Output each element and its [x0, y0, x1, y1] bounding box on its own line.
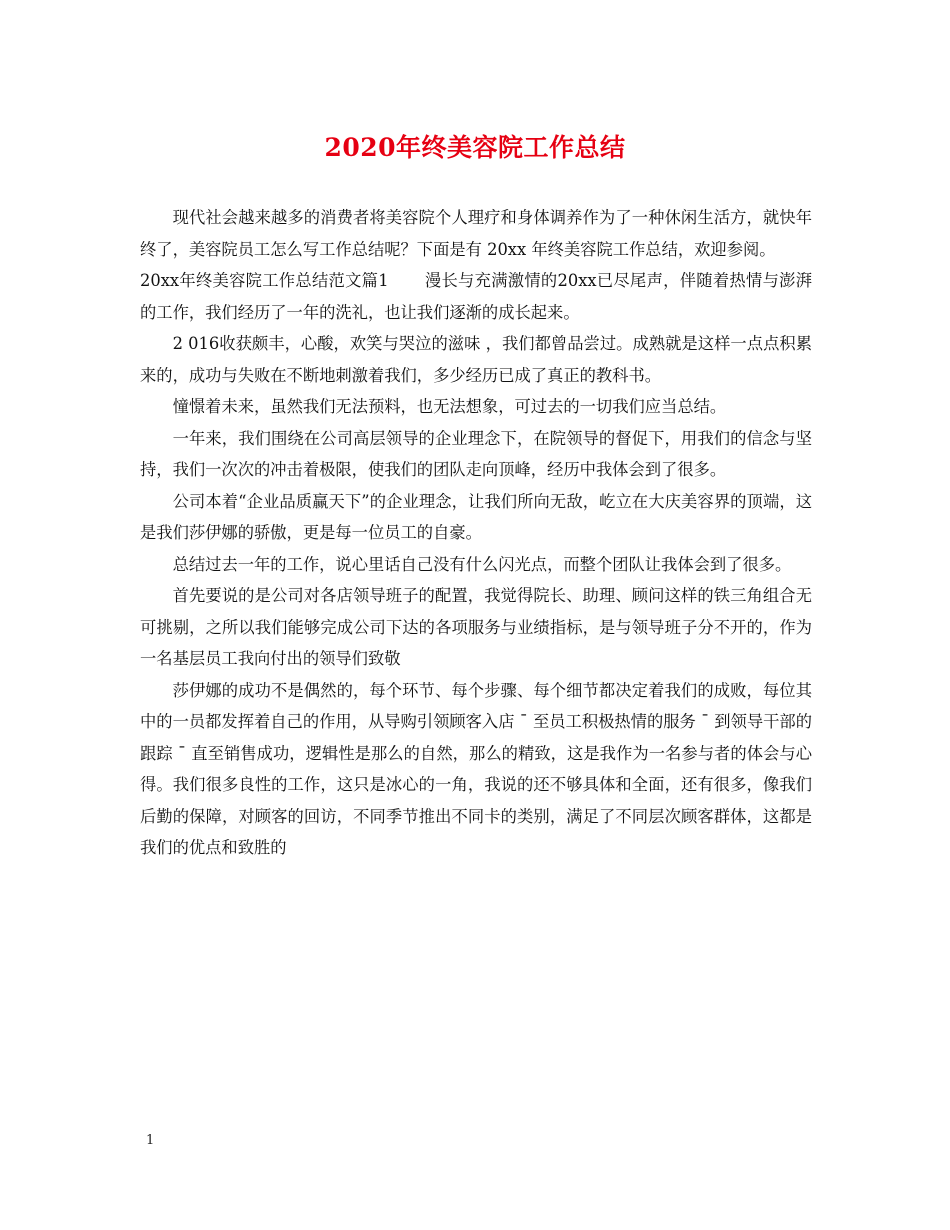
paragraph: 憧憬着未来，虽然我们无法预料，也无法想象，可过去的一切我们应当总结。 — [172, 397, 727, 416]
paragraph: 总结过去一年的工作，说心里话自己没有什么闪光点，而整个团队让我体会到了很多。 — [172, 554, 792, 574]
paragraph-text: 漫长与充满激情的20xx已尽尾声，伴随着热情与澎湃的工作，我们经历了一年的洗礼，也让我们逐渐的成长起来。 — [140, 271, 812, 322]
paragraph: 一年来，我们围绕在公司高层领导的企业理念下，在院领导的督促下，用我们的信念与坚持，我们一次次的冲击着极限，使我们的团队走向顶峰，经历中我体会到了很多。 — [140, 428, 812, 479]
paragraph: 莎伊娜的成功不是偶然的，每个环节、每个步骤、每个细节都决定着我们的成败，每位其中的一员都发挥着自己的作用，从导购引领顾客入店 ¯ 至员工积极热情的服务 ¯ 到领导干部的跟踪 ¯ 直至销售成功，逻辑性是那么的自然，那么的精致，这是我作为一名参与者的体会与心得。我们很多良性的工作，这只是冰心的一角，我说的还不够具体和全面，还有很多，像我们后勤的保障，对顾客的回访，不同季节推出不同卡的类别，满足了不同层次顾客群体，这都是我们的优点和致胜的 — [140, 680, 812, 857]
page-number: 1 — [146, 1133, 155, 1148]
paragraph: 公司本着“企业品质赢天下”的企业理念，让我们所向无敌，屹立在大庆美容界的顶端，这是我们莎伊娜的骄傲，更是每一位员工的自豪。 — [140, 491, 812, 542]
document-title: 2020年终美容院工作总结 — [324, 133, 626, 162]
paragraph-section-start — [140, 265, 812, 328]
paragraph: 2 016收获颇丰，心酸，欢笑与哭泣的滋味 ，我们都曾品尝过。成熟就是这样一点点积累来的，成功与失败在不断地刺激着我们，多少经历已成了真正的教科书。 — [140, 334, 812, 385]
paragraph-intro: 现代社会越来越多的消费者将美容院个人理疗和身体调养作为了一种休闲生活方，就快年终了，美容院员工怎么写工作总结呢？下面是有 20xx 年终美容院工作总结，欢迎参阅。 — [140, 208, 812, 259]
section-heading: 20xx年终美容院工作总结范文篇1 — [140, 271, 389, 290]
document-body — [140, 202, 812, 864]
paragraph: 首先要说的是公司对各店领导班子的配置，我觉得院长、助理、顾问这样的铁三角组合无可挑剔，之所以我们能够完成公司下达的各项服务与业绩指标，是与领导班子分不开的，作为一名基层员工我向付出的领导们致敬 — [140, 586, 812, 668]
